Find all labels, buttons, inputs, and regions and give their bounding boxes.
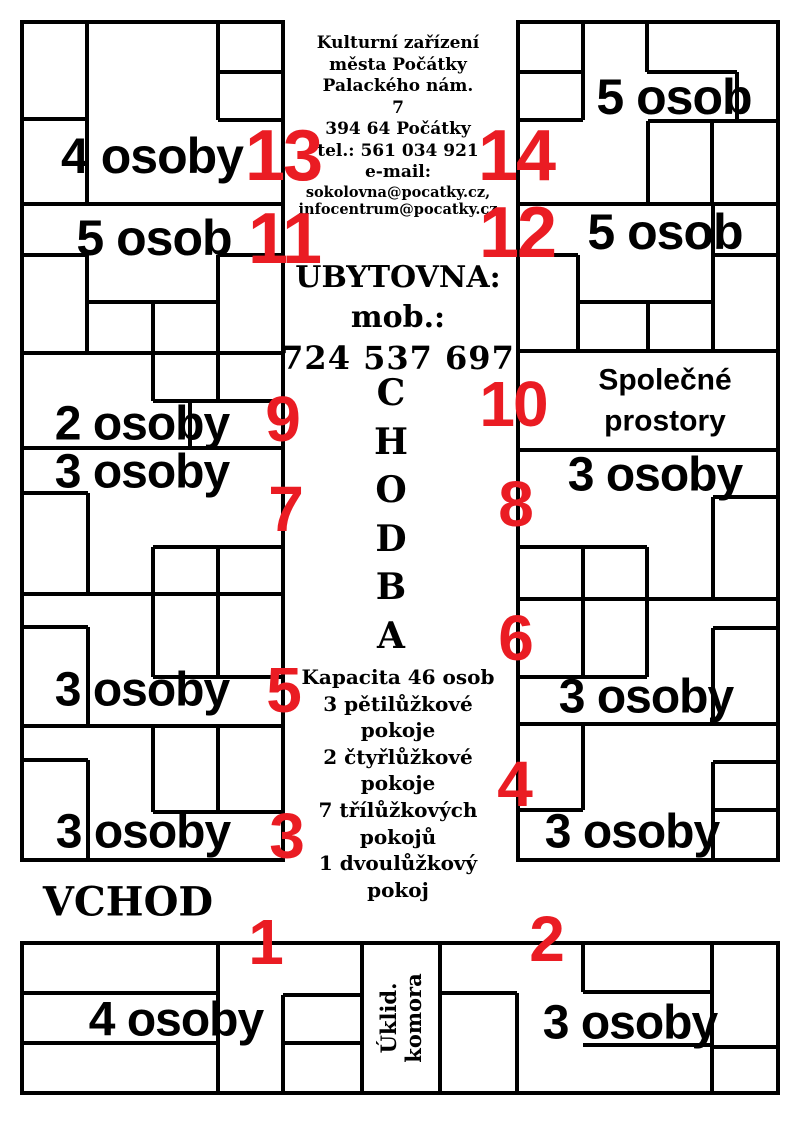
contact-line: Kulturní zařízení [316,33,480,53]
room-number-10: 10 [479,368,547,440]
contact-phone-line: tel.: 561 034 921 [317,140,479,161]
contact-line: 7 [392,97,404,118]
contact-email: sokolovna@pocatky.cz, [305,183,491,201]
room-number-9: 9 [265,383,299,455]
corridor-letter: O [375,469,407,511]
room-label-4: 3 osoby [544,805,720,859]
room-label-5: 3 osoby [54,663,230,717]
hostel-title: UBYTOVNA: [295,260,501,295]
room-number-8: 8 [498,468,532,540]
utility-room-line: komora [401,973,426,1063]
room-label-3: 3 osoby [55,805,231,859]
room-number-6: 6 [498,602,532,674]
capacity-line: 1 dvoulůžkový [318,851,478,876]
room-number-7: 7 [268,473,302,545]
corridor-letter: C [376,372,406,414]
contact-email: infocentrum@pocatky.cz [298,200,498,218]
capacity-line: pokoje [360,718,436,743]
corridor-letter: D [375,517,407,560]
room-label-14: 5 osob [596,69,752,125]
contact-email-label: e-mail: [364,162,432,182]
room-number-1: 1 [248,906,282,978]
room-number-12: 12 [478,193,556,273]
room-number-5: 5 [266,654,300,726]
room-label-10: Společné prostory [598,363,732,438]
room-number-3: 3 [269,800,303,872]
room-label-12: 5 osob [587,204,743,260]
utility-room-line: Úklid. [375,982,401,1054]
capacity-line: 3 pětilůžkové [323,691,473,716]
entrance-label: VCHOD [42,878,214,926]
capacity-line: pokoje [360,771,436,796]
capacity-block [278,664,518,903]
contact-line: Palackého nám. [322,76,474,96]
room-label-9: 2 osoby [54,397,230,451]
room-number-11: 11 [247,199,321,279]
room-label-11: 5 osob [76,210,232,266]
room-label-6: 3 osoby [558,670,734,724]
corridor-letter: B [375,566,407,608]
corridor-label [374,369,408,660]
corridor-letter: H [373,420,409,463]
contact-line: města Počátky [329,54,467,75]
capacity-line: pokojů [359,824,437,849]
capacity-line: pokoj [367,877,429,902]
room-label-13: 4 osoby [61,128,243,184]
capacity-line: 7 třílůžkových [318,797,478,822]
room-number-2: 2 [529,903,563,975]
room-label-7: 3 osoby [54,445,230,499]
hostel-phone-number: 724 537 697 [281,339,515,377]
hostel-mobile-label: mob.: [350,300,446,335]
room-number-13: 13 [244,116,322,196]
capacity-line: 2 čtyřlůžkové [323,744,473,769]
room-number-4: 4 [497,748,531,820]
room-label-1: 4 osoby [88,993,264,1047]
corridor-letter: A [377,614,405,657]
utility-room-label [376,973,426,1062]
room-label-8: 3 osoby [567,448,743,502]
capacity-line: Kapacita 46 osob [301,665,495,689]
room-number-14: 14 [477,116,555,196]
contact-line: 394 64 Počátky [325,119,471,139]
room-label-2: 3 osoby [542,996,718,1050]
